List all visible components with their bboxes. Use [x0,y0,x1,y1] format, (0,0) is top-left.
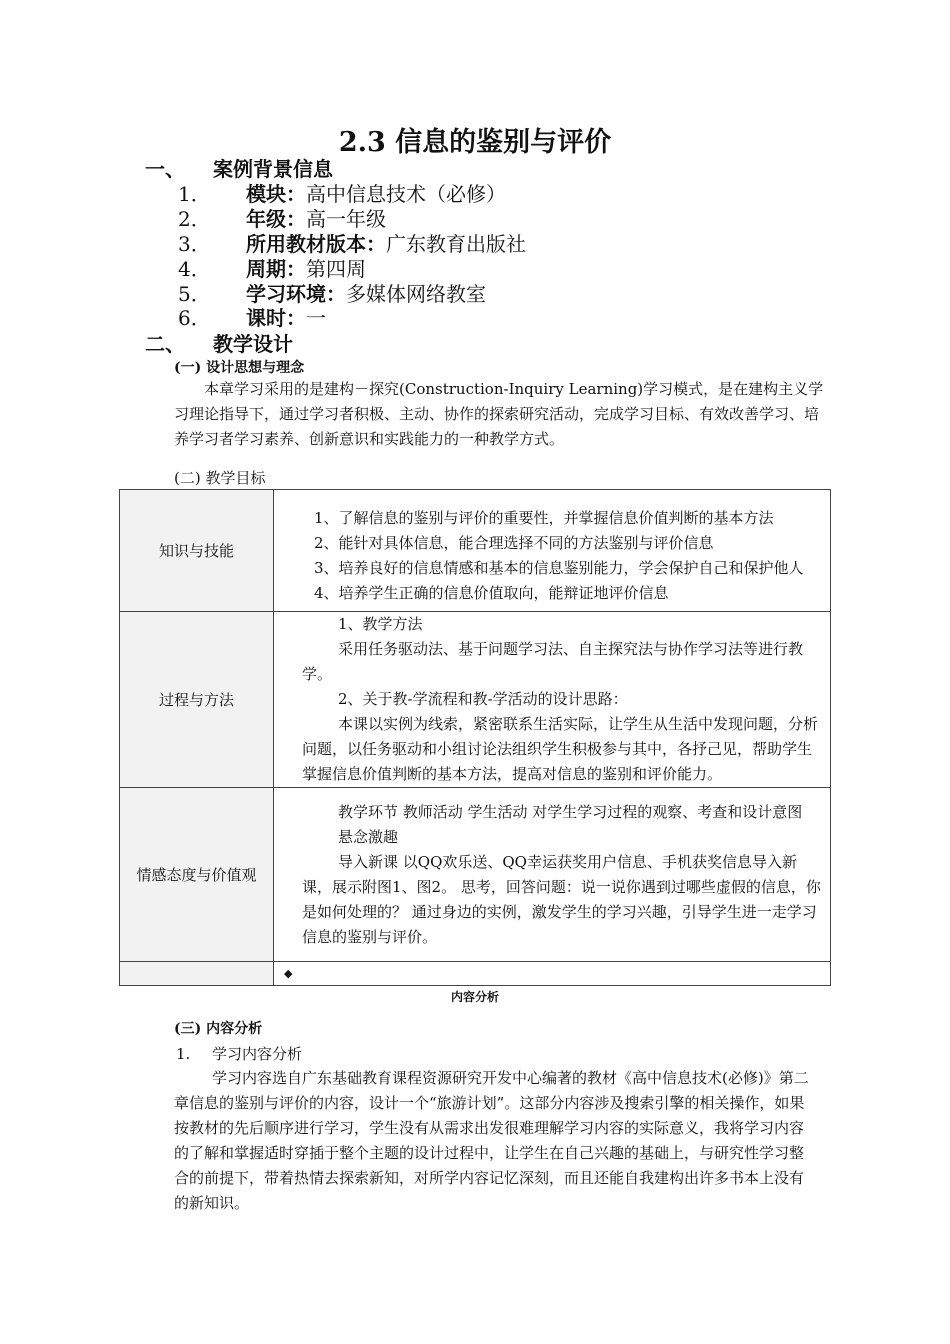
goal-line: 4、培养学生正确的信息价值取向，能辩证地评价信息 [314,583,669,602]
section2-number: 二、 [145,332,185,356]
goal-line: 1、了解信息的鉴别与评价的重要性，并掌握信息价值判断的基本方法 [314,508,774,527]
background-item-hours: 6． 课时：一 [178,306,326,330]
goal-label-attitude: 情感态度与价值观 [120,788,274,962]
background-item-period: 4． 周期：第四周 [178,257,366,281]
subsection2-heading: (二) 教学目标 [174,469,266,487]
goal-row-attitude [120,788,831,962]
goal-content-process [274,612,831,788]
background-item-module: 1． 模块：高中信息技术（必修） [178,182,506,206]
goal-line: 2、能针对具体信息，能合理选择不同的方法鉴别与评价信息 [314,533,714,552]
goal-row-process [120,612,831,788]
section1-title: 案例背景信息 [213,157,333,181]
goal-paragraph: 本课以实例为线索，紧密联系生活实际，让学生从生活中发现问题，分析问题，以任务驱动和小组讨论法组织学生积极参与其中，各抒己见，帮助学生掌握信息价值判断的基本方法，提高对信息的鉴别和评价能力。 [302,715,819,783]
background-item-grade: 2． 年级：高一年级 [178,207,386,231]
goal-paragraph: 悬念激趣 [338,827,399,846]
goal-label-knowledge: 知识与技能 [120,490,274,612]
item-number: 1. [176,1045,191,1063]
section1-number: 一、 [145,157,185,181]
goal-paragraph: 1、教学方法 [338,615,423,633]
goal-paragraph: 采用任务驱动法、基于问题学习法、自主探究法与协作学习法等进行教学。 [302,640,804,683]
background-item-environment: 5． 学习环境：多媒体网络教室 [178,282,486,306]
goal-paragraph: 教学环节 教师活动 学生活动 对学生学习过程的观察、考查和设计意图 [338,802,803,821]
page-title: 2.3 信息的鉴别与评价 [338,127,612,158]
goal-content-knowledge [274,490,831,612]
section2-heading [145,328,293,357]
goal-row-knowledge [120,490,831,612]
bullet-cell [274,962,831,986]
content-analysis-paragraph: 学习内容选自广东基础教育课程资源研究开发中心编著的教材《高中信息技术(必修)》第二章信息的鉴别与评价的内容，设计一个“旅游计划”。这部分内容涉及搜索引擎的相关操作，如果按教材的先后顺序进行学习，学生没有从需求出发很难理解学习内容的实际意义，我将学习内容的了解和掌握适时穿插于整个主题的设计过程中，让学生在自己兴趣的基础上，与研究性学习整合的前提下，带着热情去探索新知，对所学内容记忆深刻，而且还能自我建构出许多书本上没有的新知识。 [174,1069,809,1212]
design-philosophy-paragraph: 本章学习采用的是建构－探究(Construction-Inquiry Learning)学习模式，是在建构主义学习理论指导下，通过学习者积极、主动、协作的探索研究活动，完成学习目标、有效改善学习、培养学习者学习素养、创新意识和实践能力的一种教学方式。 [174,380,824,448]
goal-row-empty [120,962,831,986]
teaching-goals-table [119,489,831,986]
goal-paragraph: 导入新课 以QQ欢乐送、QQ幸运获奖用户信息、手机获奖信息导入新课，展示附图1、图2。 思考，回答问题：说一说你遇到过哪些虚假的信息，你是如何处理的？ 通过身边的实例，激发学生的学习兴趣，引导学生进一走学习信息的鉴别与评价。 [302,852,821,946]
background-item-textbook: 3． 所用教材版本：广东教育出版社 [178,232,526,256]
item-label: 学习内容分析 [212,1045,303,1063]
empty-label-cell [120,962,274,986]
content-analysis-item [176,1043,302,1064]
section2-title: 教学设计 [213,332,293,356]
subsection1-heading: (一) 设计思想与理念 [174,360,305,376]
bullet-icon: ◆ [284,967,293,980]
goal-line: 3、培养良好的信息情感和基本的信息鉴别能力，学会保护自己和保护他人 [314,558,804,577]
goal-paragraph: 2、关于教-学流程和教-学活动的设计思路： [338,690,628,708]
goal-content-attitude [274,788,831,962]
table-caption: 内容分析 [450,990,499,1004]
subsection3-heading: (三) 内容分析 [174,1021,263,1037]
goal-label-process: 过程与方法 [120,612,274,788]
